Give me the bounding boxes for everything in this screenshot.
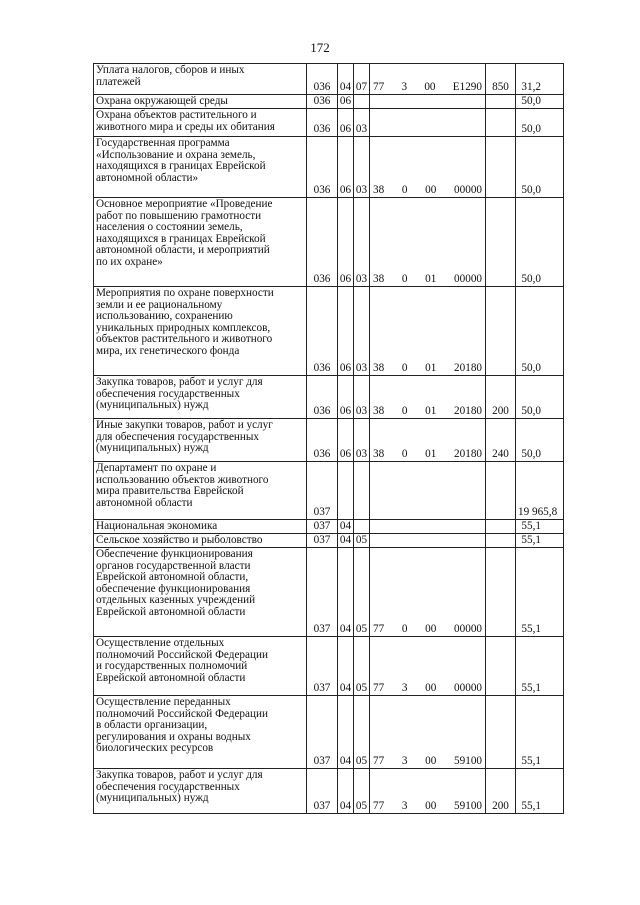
sum-cell: 55,1 [516, 534, 564, 548]
sum-cell: 55,1 [516, 637, 564, 696]
gr-code-cell: 036 [307, 287, 338, 376]
rz-code-cell: 06 [338, 109, 354, 137]
table-row [94, 520, 564, 534]
vr-code-cell [486, 637, 516, 696]
pr-code-cell: 03 [354, 137, 370, 198]
vr-code-cell: 240 [486, 419, 516, 462]
vr-code-cell: 200 [486, 769, 516, 814]
rz-code-cell: 06 [338, 137, 354, 198]
cs-direction-part: 20180 [454, 448, 482, 461]
rz-code-cell: 04 [338, 548, 354, 637]
vr-code-cell [486, 520, 516, 534]
cs-program-part: 77 [373, 81, 385, 94]
cs-subprogram-part: 0 [401, 623, 408, 636]
cs-event-part: 00 [424, 81, 436, 94]
pr-code-cell: 03 [354, 109, 370, 137]
item-name-cell: Сельское хозяйство и рыболовство [94, 534, 307, 548]
sum-cell: 55,1 [516, 696, 564, 769]
cs-event-part: 00 [425, 755, 437, 768]
cs-subprogram-part: 0 [401, 405, 408, 418]
cs-code-parts [371, 624, 484, 636]
vr-code-cell [486, 198, 516, 287]
table-row [94, 95, 564, 109]
item-name-cell: Осуществление отдельных полномочий Российской Федерации и государственных полномочий Еврейской автономной области [94, 637, 307, 696]
rz-code-cell: 04 [338, 520, 354, 534]
sum-cell: 55,1 [516, 548, 564, 637]
cs-code-cell [370, 462, 486, 520]
pr-code-cell: 03 [354, 198, 370, 287]
gr-code-cell: 037 [307, 548, 338, 637]
table-row [94, 548, 564, 637]
sum-cell: 50,0 [516, 376, 564, 419]
cs-code-cell [370, 696, 486, 769]
pr-code-cell [354, 95, 370, 109]
cs-code-parts [371, 406, 484, 418]
cs-code-cell [370, 109, 486, 137]
item-name-cell: Национальная экономика [94, 520, 307, 534]
sum-cell: 50,0 [516, 95, 564, 109]
cs-code-parts [371, 801, 484, 813]
cs-code-parts [371, 756, 484, 768]
gr-code-cell: 037 [307, 696, 338, 769]
cs-code-cell [370, 198, 486, 287]
item-name-cell: Охрана окружающей среды [94, 95, 307, 109]
cs-event-part: 00 [425, 682, 437, 695]
cs-code-parts [371, 683, 484, 695]
cs-direction-part: 00000 [454, 273, 482, 286]
item-name-cell: Уплата налогов, сборов и иных платежей [94, 64, 307, 95]
cs-subprogram-part: 3 [401, 755, 408, 768]
item-name-cell: Обеспечение функционирования органов государственной власти Еврейской автономной области, обеспечение функционирования отдельных казенных учреждений Еврейской автономной области [94, 548, 307, 637]
pr-code-cell: 07 [354, 64, 370, 95]
table-row [94, 64, 564, 95]
cs-program-part: 77 [373, 755, 385, 768]
table-row [94, 137, 564, 198]
rz-code-cell: 06 [338, 419, 354, 462]
rz-code-cell: 04 [338, 769, 354, 814]
item-name-cell: Мероприятия по охране поверхности земли и ее рациональному использованию, сохранению уникальных природных комплексов, объектов растительного и животного мира, их генетического фонда [94, 287, 307, 376]
item-name-cell: Государственная программа «Использование и охрана земель, находящихся в границах Еврейской автономной области» [94, 137, 307, 198]
cs-code-cell [370, 769, 486, 814]
cs-direction-part: Е1290 [452, 81, 482, 94]
sum-cell: 50,0 [516, 287, 564, 376]
cs-direction-part: 00000 [454, 682, 482, 695]
cs-program-part: 38 [373, 273, 385, 286]
rz-code-cell: 06 [338, 376, 354, 419]
pr-code-cell: 05 [354, 534, 370, 548]
vr-code-cell: 200 [486, 376, 516, 419]
cs-code-cell [370, 637, 486, 696]
cs-code-cell [370, 520, 486, 534]
gr-code-cell: 036 [307, 109, 338, 137]
cs-program-part: 77 [373, 800, 385, 813]
rz-code-cell: 06 [338, 95, 354, 109]
cs-program-part: 77 [373, 623, 385, 636]
pr-code-cell [354, 462, 370, 520]
cs-subprogram-part: 0 [401, 362, 408, 375]
rz-code-cell: 04 [338, 637, 354, 696]
cs-code-parts [371, 185, 484, 197]
cs-code-cell [370, 534, 486, 548]
cs-code-cell [370, 548, 486, 637]
sum-cell: 50,0 [516, 137, 564, 198]
cs-direction-part: 59100 [454, 800, 482, 813]
rz-code-cell [338, 462, 354, 520]
gr-code-cell: 036 [307, 376, 338, 419]
pr-code-cell: 03 [354, 376, 370, 419]
pr-code-cell: 03 [354, 419, 370, 462]
cs-program-part: 38 [373, 362, 385, 375]
rz-code-cell: 06 [338, 287, 354, 376]
cs-event-part: 00 [425, 800, 437, 813]
cs-event-part: 01 [425, 273, 437, 286]
gr-code-cell: 037 [307, 637, 338, 696]
cs-code-cell [370, 287, 486, 376]
cs-event-part: 01 [425, 362, 437, 375]
item-name-cell: Охрана объектов растительного и животного мира и среды их обитания [94, 109, 307, 137]
cs-event-part: 01 [425, 405, 437, 418]
table-row [94, 769, 564, 814]
pr-code-cell: 05 [354, 548, 370, 637]
cs-event-part: 01 [425, 448, 437, 461]
pr-code-cell: 05 [354, 769, 370, 814]
budget-table [93, 63, 564, 814]
sum-cell: 50,0 [516, 419, 564, 462]
sum-cell: 19 965,8 [516, 462, 564, 520]
cs-code-parts [371, 363, 484, 375]
cs-direction-part: 00000 [454, 184, 482, 197]
vr-code-cell [486, 696, 516, 769]
cs-code-parts [371, 449, 484, 461]
cs-direction-part: 20180 [454, 362, 482, 375]
table-row [94, 376, 564, 419]
cs-code-cell [370, 95, 486, 109]
table-row [94, 637, 564, 696]
table-row [94, 696, 564, 769]
cs-code-parts [371, 82, 484, 94]
cs-code-cell [370, 137, 486, 198]
cs-program-part: 77 [373, 682, 385, 695]
item-name-cell: Закупка товаров, работ и услуг для обеспечения государственных (муниципальных) нужд [94, 376, 307, 419]
rz-code-cell: 04 [338, 696, 354, 769]
gr-code-cell: 037 [307, 520, 338, 534]
cs-direction-part: 20180 [454, 405, 482, 418]
pr-code-cell: 05 [354, 696, 370, 769]
cs-code-cell [370, 376, 486, 419]
cs-code-parts [371, 274, 484, 286]
cs-subprogram-part: 0 [401, 184, 408, 197]
gr-code-cell: 036 [307, 64, 338, 95]
table-row [94, 534, 564, 548]
item-name-cell: Основное мероприятие «Проведение работ по повышению грамотности населения о состоянии земель, находящихся в границах Еврейской автономной области, и мероприятий по их охране» [94, 198, 307, 287]
cs-code-cell [370, 64, 486, 95]
gr-code-cell: 036 [307, 419, 338, 462]
pr-code-cell: 03 [354, 287, 370, 376]
sum-cell: 31,2 [516, 64, 564, 95]
gr-code-cell: 036 [307, 95, 338, 109]
table-row [94, 287, 564, 376]
cs-program-part: 38 [373, 448, 385, 461]
cs-event-part: 00 [425, 623, 437, 636]
vr-code-cell [486, 462, 516, 520]
gr-code-cell: 036 [307, 137, 338, 198]
vr-code-cell [486, 137, 516, 198]
cs-subprogram-part: 3 [401, 800, 408, 813]
sum-cell: 55,1 [516, 769, 564, 814]
table-row [94, 198, 564, 287]
cs-subprogram-part: 3 [401, 81, 408, 94]
vr-code-cell [486, 287, 516, 376]
pr-code-cell: 05 [354, 637, 370, 696]
gr-code-cell: 037 [307, 769, 338, 814]
item-name-cell: Закупка товаров, работ и услуг для обеспечения государственных (муниципальных) нужд [94, 769, 307, 814]
gr-code-cell: 037 [307, 462, 338, 520]
rz-code-cell: 04 [338, 64, 354, 95]
gr-code-cell: 037 [307, 534, 338, 548]
table-row [94, 462, 564, 520]
pr-code-cell [354, 520, 370, 534]
vr-code-cell [486, 95, 516, 109]
cs-subprogram-part: 0 [401, 448, 408, 461]
sum-cell: 50,0 [516, 109, 564, 137]
sum-cell: 55,1 [516, 520, 564, 534]
table-row [94, 419, 564, 462]
cs-event-part: 00 [425, 184, 437, 197]
sum-cell: 50,0 [516, 198, 564, 287]
vr-code-cell [486, 534, 516, 548]
rz-code-cell: 04 [338, 534, 354, 548]
cs-code-cell [370, 419, 486, 462]
table-row [94, 109, 564, 137]
cs-subprogram-part: 3 [401, 682, 408, 695]
gr-code-cell: 036 [307, 198, 338, 287]
item-name-cell: Иные закупки товаров, работ и услуг для обеспечения государственных (муниципальных) нужд [94, 419, 307, 462]
cs-subprogram-part: 0 [401, 273, 408, 286]
cs-direction-part: 59100 [454, 755, 482, 768]
cs-direction-part: 00000 [454, 623, 482, 636]
vr-code-cell [486, 548, 516, 637]
item-name-cell: Осуществление переданных полномочий Российской Федерации в области организации, регулирования и охраны водных биологических ресурсов [94, 696, 307, 769]
page-number: 172 [310, 40, 330, 55]
rz-code-cell: 06 [338, 198, 354, 287]
vr-code-cell: 850 [486, 64, 516, 95]
cs-program-part: 38 [373, 405, 385, 418]
vr-code-cell [486, 109, 516, 137]
item-name-cell: Департамент по охране и использованию объектов животного мира правительства Еврейской автономной области [94, 462, 307, 520]
cs-program-part: 38 [373, 184, 385, 197]
